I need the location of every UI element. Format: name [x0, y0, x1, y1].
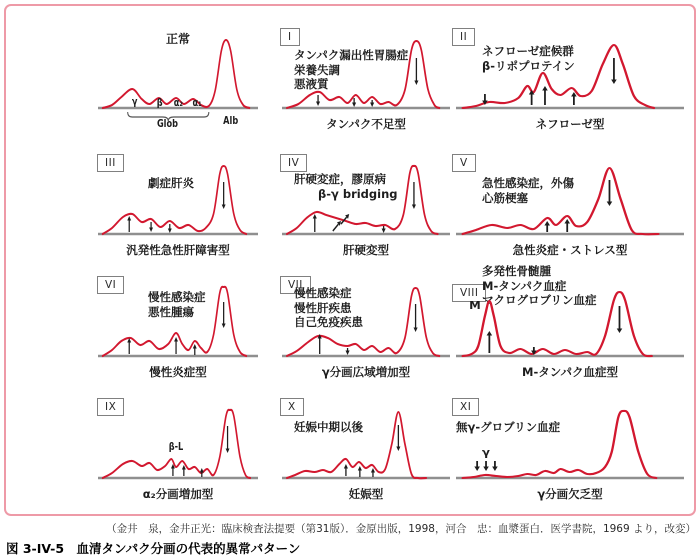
panel-normal — [92, 24, 258, 144]
panel-III — [92, 150, 258, 270]
curve-label: α₁ — [192, 97, 202, 110]
condition-label: 無γ-グロブリン血症 — [456, 420, 561, 434]
arrow-down-icon — [414, 58, 418, 85]
pattern-type-label: 急性炎症・ストレス型 — [512, 243, 628, 257]
panel-numeral-box: IV — [280, 154, 307, 172]
condition-label: 慢性肝疾患 — [294, 300, 352, 315]
panel-numeral-box: I — [280, 28, 300, 46]
condition-label: 栄養失調 — [294, 62, 340, 77]
condition-label: 妊娠中期以後 — [294, 420, 363, 434]
arrow-down-icon — [412, 182, 416, 209]
condition-label: M-タンパク血症 — [482, 278, 567, 293]
panel-numeral-box: XI — [452, 398, 479, 416]
panel-IV — [258, 150, 446, 270]
electrophoresis-curve — [98, 276, 258, 376]
panel-XI — [448, 394, 696, 514]
pattern-type-label: 肝硬変型 — [343, 243, 389, 257]
arrow-down-icon — [414, 304, 418, 332]
curve-line — [103, 287, 247, 356]
electrophoresis-curve — [456, 398, 684, 498]
curve-label: M — [469, 299, 481, 312]
arrow-down-icon — [617, 306, 623, 333]
curve-label: γ — [482, 446, 491, 459]
arrow-down-icon — [396, 425, 400, 451]
arrow-up-icon — [174, 337, 178, 354]
panel-X — [258, 394, 446, 514]
pattern-type-label: ネフローゼ型 — [535, 117, 605, 131]
arrow-down-icon — [474, 461, 480, 471]
electrophoresis-curve — [282, 28, 450, 128]
arrow-down-icon — [316, 95, 320, 106]
pattern-type-label: M-タンパク血症型 — [522, 365, 618, 379]
panel-numeral-box: II — [452, 28, 475, 46]
panel-VII — [258, 272, 446, 392]
panel-numeral-box: X — [280, 398, 304, 416]
curve-line — [463, 45, 654, 108]
arrow-down-icon — [492, 461, 498, 471]
arrow-up-icon — [487, 331, 493, 353]
arrow-down-icon — [222, 182, 226, 209]
panel-numeral-box: V — [452, 154, 476, 172]
pattern-type-label: 汎発性急性肝障害型 — [126, 243, 230, 257]
pattern-type-label: γ分画欠乏型 — [537, 487, 603, 501]
arrow-down-icon — [611, 58, 617, 84]
condition-label: 悪液質 — [294, 77, 329, 92]
arrow-up-icon — [542, 86, 548, 105]
electrophoresis-curve — [456, 154, 684, 254]
curve-line — [463, 292, 652, 356]
arrow-up-icon — [182, 465, 186, 476]
arrow-up-icon — [371, 468, 375, 477]
arrow-up-icon — [313, 214, 317, 232]
arrow-up-icon — [564, 219, 570, 232]
panel-VI — [92, 272, 258, 392]
arrow-up-icon — [344, 464, 348, 476]
arrow-down-icon — [382, 226, 386, 233]
condition-label: 慢性感染症 — [148, 290, 206, 304]
arrow-ne-icon — [333, 221, 341, 231]
condition-label: 自己免疫疾患 — [294, 315, 363, 330]
electrophoresis-curve — [98, 154, 258, 254]
pattern-type-label: γ分画広域増加型 — [321, 365, 411, 379]
curve-line — [463, 411, 657, 478]
arrow-down-icon — [226, 426, 230, 453]
pattern-type-label: タンパク不足型 — [326, 117, 406, 131]
pattern-type-label: 妊娠型 — [348, 487, 384, 501]
electrophoresis-curve — [98, 398, 258, 498]
panel-VIII — [448, 264, 696, 392]
arrow-down-icon — [352, 98, 356, 107]
condition-label: β-リポプロテイン — [482, 58, 575, 73]
curve-label: γ — [131, 96, 138, 109]
electrophoresis-curve — [282, 154, 450, 254]
curve-line — [287, 412, 426, 478]
arrow-up-icon — [200, 468, 204, 477]
condition-label: 肝硬変症，膠原病 — [294, 172, 386, 186]
arrow-up-icon — [127, 338, 131, 354]
curve-label: Glob — [156, 118, 178, 128]
curve-label: β-L — [168, 441, 184, 454]
citation-text: （金井 泉，金井正光：臨床検査法提要（第31版）．金原出版，1998，河合 忠：血漿蛋白．医学書院，1969 より，改変） — [106, 523, 696, 535]
condition-label: 劇症肝炎 — [148, 176, 194, 190]
curve-label: α₂ — [173, 97, 183, 110]
arrow-down-icon — [222, 302, 226, 328]
electrophoresis-curve — [282, 276, 450, 376]
electrophoresis-curve — [456, 276, 684, 376]
arrow-down-icon — [370, 100, 374, 107]
panel-V — [448, 150, 696, 270]
electrophoresis-curve — [282, 398, 450, 498]
panel-numeral-box: VI — [97, 276, 124, 294]
arrow-up-icon — [127, 216, 131, 232]
panel-title: 正常 — [165, 32, 190, 46]
arrow-up-icon — [571, 92, 577, 105]
arrow-down-icon — [168, 224, 172, 233]
condition-label: 急性感染症，外傷 — [482, 176, 574, 190]
curve-label: β — [156, 97, 163, 110]
condition-label: 多発性骨髄腫 — [482, 264, 551, 278]
curve-line — [287, 288, 439, 356]
arrow-up-icon — [358, 466, 362, 477]
panel-II — [448, 24, 696, 144]
curve-line — [463, 168, 659, 234]
curve-label: Alb — [223, 115, 239, 128]
curve-line — [287, 166, 438, 234]
condition-label: 悪性腫瘍 — [148, 304, 194, 319]
condition-label: タンパク漏出性胃腸症 — [294, 48, 409, 62]
arrow-up-icon — [193, 344, 197, 355]
panel-I — [258, 24, 446, 144]
figure-caption: 図 3-IV-5 血清タンパク分画の代表的異常パターン — [6, 541, 301, 556]
panel-IX — [92, 394, 258, 514]
panel-numeral-box: VIII — [452, 284, 486, 302]
arrow-down-icon — [346, 348, 350, 355]
pattern-type-label: α₂分画増加型 — [142, 487, 214, 501]
electrophoresis-curve — [456, 28, 684, 128]
arrow-up-icon — [544, 221, 550, 232]
panel-numeral-box: III — [97, 154, 124, 172]
curve-line — [103, 166, 247, 234]
arrow-down-icon — [149, 222, 153, 232]
arrow-down-icon — [607, 180, 613, 206]
condition-label: マクログロブリン血症 — [482, 293, 597, 308]
condition-label: 心筋梗塞 — [482, 190, 528, 205]
arrow-down-icon — [483, 461, 489, 471]
panel-numeral-box: IX — [97, 398, 124, 416]
condition-label: ネフローゼ症候群 — [482, 44, 574, 58]
condition-label: β-γ bridging — [318, 186, 398, 201]
panel-numeral-box: VII — [280, 276, 311, 294]
electrophoresis-curve — [98, 28, 258, 128]
pattern-type-label: 慢性炎症型 — [149, 365, 207, 379]
condition-label: 慢性感染症 — [294, 286, 352, 300]
